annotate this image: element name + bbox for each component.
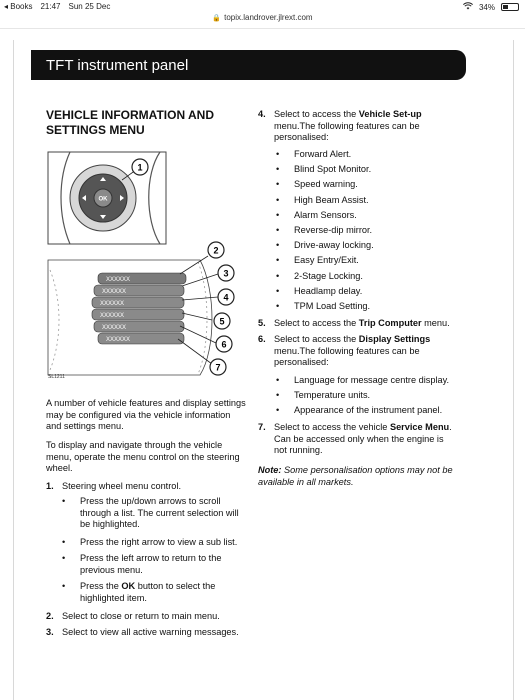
callout-5-label: 5 xyxy=(219,316,225,327)
feature-item-text: Alarm Sensors. xyxy=(294,209,357,220)
feature-item-text: High Beam Assist. xyxy=(294,194,369,205)
page-right-rule xyxy=(513,40,514,700)
sub-bullet-4-text: Press the OK button to select the highlighted item. xyxy=(80,581,216,603)
note-label: Note: xyxy=(258,465,282,475)
status-bar xyxy=(0,0,525,14)
list-item-4-text: Select to access the Vehicle Set-up menu.The following features can be personalised: xyxy=(274,109,422,142)
sub-bullet-2-text: Press the right arrow to view a sub list. xyxy=(80,537,238,547)
callout-7-label: 7 xyxy=(215,362,221,373)
feature-item-text: Reverse-dip mirror. xyxy=(294,225,373,235)
feature-item-text: Language for message centre display. xyxy=(294,375,450,385)
list-item-3-text: Select to view all active warning messages. xyxy=(62,627,239,637)
page-title: TFT instrument panel xyxy=(46,57,189,74)
list-item-1-number: 1. xyxy=(46,481,54,491)
url-bar[interactable] xyxy=(0,13,525,25)
menu-row-6-text: XXXXXX xyxy=(106,337,131,343)
menu-row-3-text: XXXXXX xyxy=(100,301,125,307)
callout-3-label: 3 xyxy=(223,268,229,279)
feature-item-text: 2-Stage Locking. xyxy=(294,270,363,281)
intro-paragraph-2: To display and navigate through the vehicle menu, operate the menu control on the steering wheel. xyxy=(46,440,240,473)
callout-6-label: 6 xyxy=(221,339,227,350)
callout-2-label: 2 xyxy=(213,245,219,256)
menu-row-1-text: XXXXXX xyxy=(106,277,131,283)
list-item-6-text: Select to access the Display Settings menu.The following features can be personalised: xyxy=(274,334,431,367)
callout-4-label: 4 xyxy=(223,292,229,303)
url-text[interactable]: topix.landrover.jlrext.com xyxy=(224,13,313,22)
battery-percent: 34% xyxy=(478,2,495,12)
back-label[interactable]: Books xyxy=(10,2,33,11)
feature-item-text: Forward Alert. xyxy=(294,149,352,159)
feature-item-text: Easy Entry/Exit. xyxy=(294,255,359,266)
ok-label: OK xyxy=(98,196,108,203)
menu-row-5-text: XXXXXX xyxy=(102,325,127,331)
status-time: 21:47 xyxy=(40,2,61,11)
sub-bullet-1-text: Press the up/down arrows to scroll through a list. The current selection will be highlighted. xyxy=(80,496,239,529)
back-to-books-link[interactable]: ◂ Books xyxy=(4,2,33,11)
feature-item-text: Blind Spot Monitor. xyxy=(294,164,372,175)
figure-id: SL1211 xyxy=(48,374,65,380)
feature-item-text: Speed warning. xyxy=(294,179,358,190)
menu-row-2-text: XXXXXX xyxy=(102,289,127,295)
feature-item-text: Temperature units. xyxy=(294,390,371,401)
note-text: Some personalisation options may not be available in all markets. xyxy=(258,465,453,487)
battery-icon xyxy=(501,3,519,11)
list-item-5-text: Select to access the Trip Computer menu. xyxy=(274,318,450,328)
list-item-2-text: Select to close or return to main menu. xyxy=(62,611,220,621)
feature-item-text: TPM Load Setting. xyxy=(294,301,371,311)
list-item-1-text: Steering wheel menu control. xyxy=(62,481,181,491)
steering-wheel-diagram xyxy=(40,150,250,390)
list-item-7-text: Select to access the vehicle Service Menu. Can be accessed only when the engine is not running. xyxy=(274,422,452,455)
page-top-divider xyxy=(0,28,525,29)
menu-row-4-text: XXXXXX xyxy=(100,313,125,319)
callout-1-label: 1 xyxy=(137,162,143,173)
intro-paragraph-1: A number of vehicle features and display settings may be configured via the vehicle information and settings menu. xyxy=(46,398,246,431)
note-paragraph xyxy=(258,465,458,488)
feature-item-text: Drive-away locking. xyxy=(294,240,374,251)
page-title-bar xyxy=(31,50,466,80)
diagram-svg xyxy=(40,150,250,390)
wifi-icon xyxy=(463,2,473,12)
page-left-rule xyxy=(13,40,14,700)
feature-item-text: Headlamp delay. xyxy=(294,285,363,296)
sub-bullet-3-text: Press the left arrow to return to the previous menu. xyxy=(80,553,222,575)
feature-item-text: Appearance of the instrument panel. xyxy=(294,405,443,416)
status-date: Sun 25 Dec xyxy=(68,2,111,11)
lock-icon: 🔒 xyxy=(212,15,222,22)
section-title: VEHICLE INFORMATION AND SETTINGS MENU xyxy=(46,108,214,137)
